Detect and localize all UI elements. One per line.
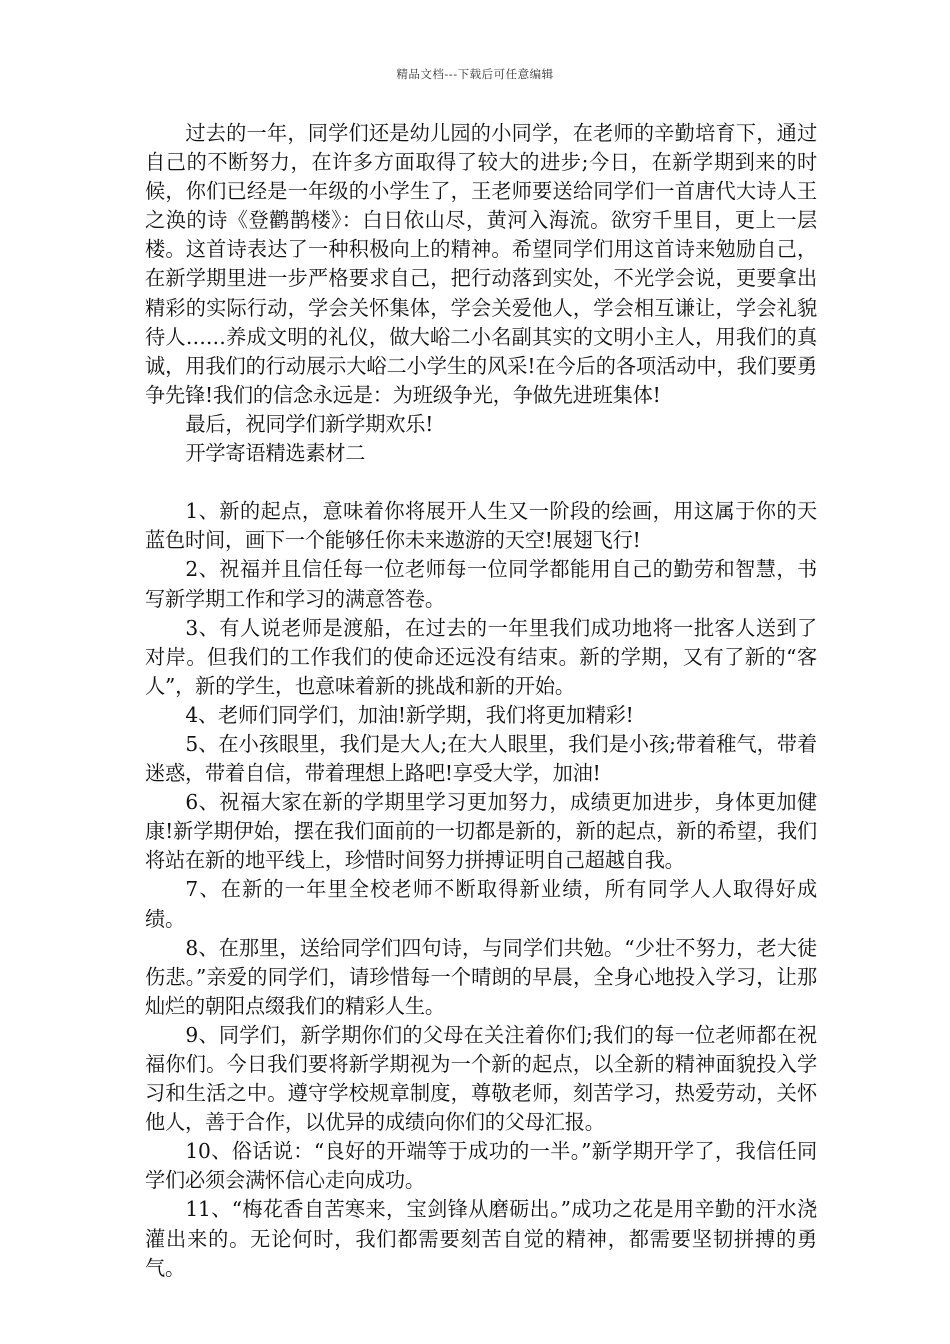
closing-wish: 最后，祝同学们新学期欢乐! — [185, 411, 434, 436]
list-item-9: 9、同学们，新学期你们的父母在关注着你们;我们的每一位老师都在祝福你们。今日我们要将新学期视为一个新的起点，以全新的精神面貌投入学习和生活之中。遵守学校规章制度，尊敬老师，刻苦学习，热爱劳动，关怀他人，善于合作，以优异的成绩向你们的父母汇报。 — [145, 1022, 817, 1135]
list-item-2: 2、祝福并且信任每一位老师每一位同学都能用自己的勤劳和智慧，书写新学期工作和学习的满意答卷。 — [145, 557, 817, 611]
list-item-8: 8、在那里，送给同学们四句诗，与同学们共勉。“少壮不努力，老大徒伤悲。”亲爱的同学们，请珍惜每一个晴朗的早晨，全身心地投入学习，让那灿烂的朝阳点缀我们的精彩人生。 — [145, 935, 817, 1018]
list-item-5: 5、在小孩眼里，我们是大人;在大人眼里，我们是小孩;带着稚气，带着迷惑，带着自信，带着理想上路吧!享受大学，加油! — [145, 731, 817, 786]
blank-line — [145, 468, 817, 497]
list-item-10: 10、俗话说：“良好的开端等于成功的一半。”新学期开学了，我信任同学们必须会满怀信心走向成功。 — [145, 1139, 817, 1193]
list-item-6: 6、祝福大家在新的学期里学习更加努力，成绩更加进步，身体更加健康!新学期伊始，摆在我们面前的一切都是新的，新的起点，新的希望，我们将站在新的地平线上，珍惜时间努力拼搏证明自己超越自我。 — [145, 790, 817, 873]
section-title: 开学寄语精选素材二 — [185, 441, 366, 466]
intro-paragraph: 过去的一年，同学们还是幼儿园的小同学，在老师的辛勤培育下，通过自己的不断努力，在许多方面取得了较大的进步;今日，在新学期到来的时候，你们已经是一年级的小学生了，王老师要送给同学们一首唐代大诗人王之涣的诗《登鹳鹊楼》：白日依山尽，黄河入海流。欲穷千里目，更上一层楼。这首诗表达了一种积极向上的精神。希望同学们用这首诗来勉励自己，在新学期里进一步严格要求自己，把行动落到实处，不光学会说，更要拿出精彩的实际行动，学会关怀集体，学会关爱他人，学会相互谦让，学会礼貌待人……养成文明的礼仪，做大峪二小名副其实的文明小主人，用我们的真诚，用我们的行动展示大峪二小学生的风采!在今后的各项活动中，我们要勇争先锋!我们的信念永远是：为班级争光，争做先进班集体! — [145, 121, 817, 407]
document-body — [145, 119, 817, 1283]
list-item-3: 3、有人说老师是渡船，在过去的一年里我们成功地将一批客人送到了对岸。但我们的工作我们的使命还远没有结束。新的学期，又有了新的“客人”，新的学生，也意味着新的挑战和新的开始。 — [145, 615, 817, 698]
list-item-4: 4、老师们同学们，加油!新学期，我们将更加精彩! — [185, 702, 634, 727]
page-header-watermark: 精品文档---下载后可任意编辑 — [396, 67, 554, 81]
list-item-11: 11、“梅花香自苦寒来，宝剑锋从磨砺出。”成功之花是用辛勤的汗水浇灌出来的。无论何时，我们都需要刻苦自觉的精神，都需要坚韧拼搏的勇气。 — [145, 1197, 817, 1280]
list-item-7: 7、在新的一年里全校老师不断取得新业绩，所有同学人人取得好成绩。 — [145, 877, 817, 931]
list-item-1: 1、新的起点，意味着你将展开人生又一阶段的绘画，用这属于你的天蓝色时间，画下一个能够任你未来遨游的天空!展翅飞行! — [145, 499, 817, 553]
